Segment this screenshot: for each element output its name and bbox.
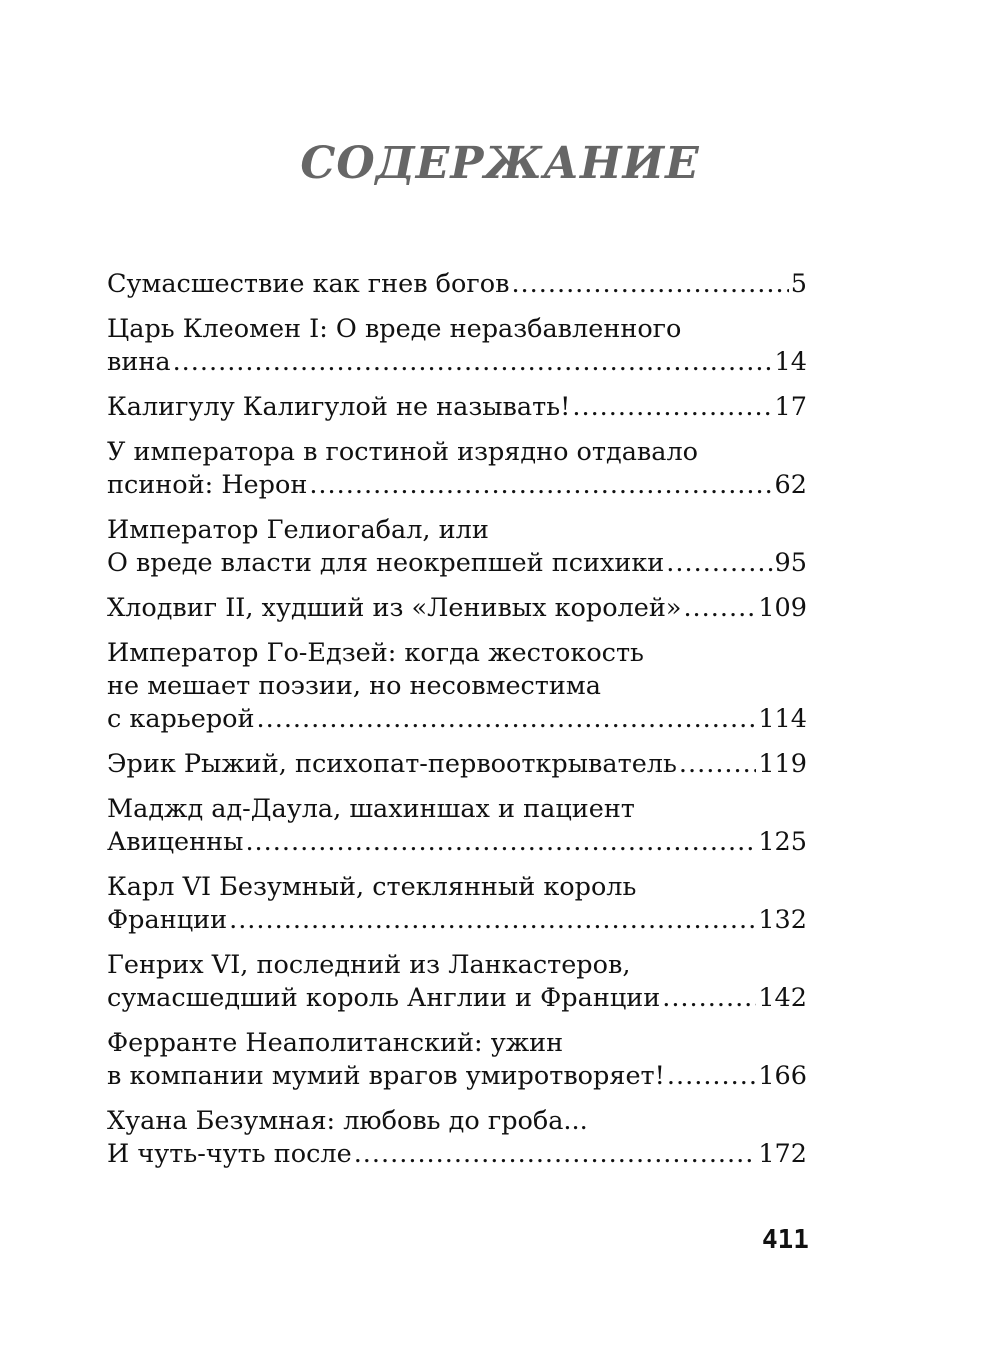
toc-entry — [107, 391, 807, 424]
toc-entry-page: 14 — [774, 347, 807, 377]
toc-entry — [107, 1105, 807, 1171]
toc-entry-page: 172 — [758, 1139, 807, 1169]
toc-entry-title-line: не мешает поэзии, но несовместима — [107, 671, 601, 701]
toc-entry-last-line — [107, 982, 807, 1015]
dot-leader — [173, 346, 773, 379]
toc-entry-page: 62 — [774, 470, 807, 500]
toc-entry — [107, 436, 807, 502]
toc-entry-title-line: Хлодвиг II, худший из «Ленивых королей» — [107, 593, 682, 623]
toc-entry-title-line: Калигулу Калигулой не называть! — [107, 392, 571, 422]
dot-leader — [309, 469, 772, 502]
toc-entry-page: 109 — [758, 593, 807, 623]
dot-leader — [683, 592, 756, 625]
toc-entry-title-line: Франции — [107, 905, 228, 935]
toc-entry-title-line: Император Го-Едзей: когда жестокость — [107, 638, 644, 668]
toc-entry — [107, 748, 807, 781]
toc-entry-page: 95 — [774, 548, 807, 578]
toc-entry-page: 125 — [758, 827, 807, 857]
toc-entry-title-line: Карл VI Безумный, стеклянный король — [107, 872, 637, 902]
toc-entry — [107, 871, 807, 937]
toc-entry-title-line: О вреде власти для неокрепшей психики — [107, 548, 665, 578]
toc-entry — [107, 793, 807, 859]
page-number: 411 — [762, 1225, 809, 1255]
toc-entry-title-line: Авиценны — [107, 827, 244, 857]
toc-entry-page: 166 — [758, 1061, 807, 1091]
toc-entry-title-line: сумасшедший король Англии и Франции — [107, 983, 661, 1013]
toc-entry-title-line: псиной: Нерон — [107, 470, 308, 500]
toc-entry-title-line: в компании мумий врагов умиротворяет! — [107, 1061, 665, 1091]
toc-entry-last-line — [107, 904, 807, 937]
toc-entry-title-line: Царь Клеомен I: О вреде неразбавленного — [107, 314, 682, 344]
table-of-contents — [107, 268, 807, 1183]
toc-entry — [107, 949, 807, 1015]
toc-entry-title-line: Хуана Безумная: любовь до гроба... — [107, 1106, 588, 1136]
dot-leader — [662, 982, 756, 1015]
toc-entry-last-line — [107, 547, 807, 580]
toc-entry-last-line — [107, 346, 807, 379]
dot-leader — [245, 826, 756, 859]
toc-entry-last-line — [107, 1060, 807, 1093]
toc-entry-last-line — [107, 469, 807, 502]
toc-entry — [107, 514, 807, 580]
toc-entry-title-line: Эрик Рыжий, психопат-первооткрыватель — [107, 749, 677, 779]
dot-leader — [667, 1060, 756, 1093]
toc-entry-last-line — [107, 1138, 807, 1171]
toc-entry-last-line — [107, 703, 807, 736]
toc-entry — [107, 1027, 807, 1093]
toc-entry-last-line — [107, 592, 807, 625]
toc-entry-title-line: Сумасшествие как гнев богов — [107, 269, 510, 299]
toc-entry-title-line: И чуть-чуть после — [107, 1139, 352, 1169]
dot-leader — [229, 904, 756, 937]
toc-entry-page: 17 — [774, 392, 807, 422]
toc-entry-page: 114 — [758, 704, 807, 734]
dot-leader — [257, 703, 757, 736]
toc-entry-page: 5 — [790, 269, 807, 299]
toc-entry — [107, 592, 807, 625]
dot-leader — [666, 547, 772, 580]
toc-entry-last-line — [107, 826, 807, 859]
toc-entry-last-line — [107, 748, 807, 781]
dot-leader — [679, 748, 756, 781]
page-title: СОДЕРЖАНИЕ — [300, 138, 700, 189]
toc-entry-title-line: Маджд ад-Даула, шахиншах и пациент — [107, 794, 635, 824]
toc-entry-last-line — [107, 391, 807, 424]
toc-entry-page: 119 — [758, 749, 807, 779]
dot-leader — [511, 268, 788, 301]
toc-entry-title-line: с карьерой — [107, 704, 255, 734]
toc-entry-page: 132 — [758, 905, 807, 935]
toc-entry-page: 142 — [758, 983, 807, 1013]
toc-entry — [107, 268, 807, 301]
toc-entry-title-line: вина — [107, 347, 171, 377]
toc-entry-last-line — [107, 268, 807, 301]
toc-entry-title-line: У императора в гостиной изрядно отдавало — [107, 437, 699, 467]
dot-leader — [354, 1138, 757, 1171]
toc-entry-title-line: Генрих VI, последний из Ланкастеров, — [107, 950, 631, 980]
toc-entry — [107, 313, 807, 379]
toc-entry-title-line: Император Гелиогабал, или — [107, 515, 489, 545]
dot-leader — [572, 391, 772, 424]
toc-entry — [107, 637, 807, 736]
toc-entry-title-line: Ферранте Неаполитанский: ужин — [107, 1028, 564, 1058]
